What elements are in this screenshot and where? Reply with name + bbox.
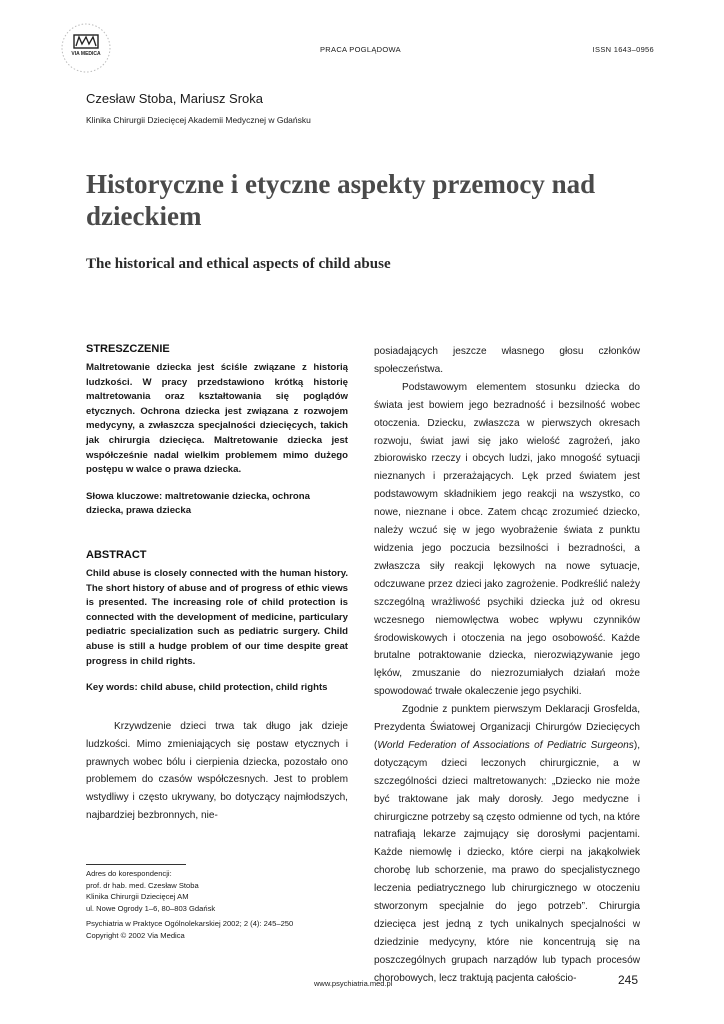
slowa-kluczowe: Słowa kluczowe: maltretowanie dziecka, ochrona dziecka, prawa dziecka: [86, 490, 310, 517]
via-medica-logo: [60, 22, 112, 74]
footnote-line: ul. Nowe Ogrody 1–6, 80–803 Gdańsk: [86, 903, 216, 913]
footnote-line: Klinika Chirurgii Dziecięcej AM: [86, 892, 189, 902]
footnote-line: prof. dr hab. med. Czesław Stoba: [86, 880, 199, 890]
body-paragraph-2: Podstawowym elementem stosunku dziecka do świata jest bowiem jego bezradność i bezsilność wobec otoczenia. Dziecku, zwłaszcza w pierwszych okresach rozwoju, świat jawi się jako wielość zagrożeń, jako zbiorowisko rzeczy i obcych ludzi, jako mnogość sytuacji nieznanych i przerażających. Lęk przed światem jest podstawowym składnikiem jego reakcji na wszystko, co nowe, nieznane i obce. Zatem chcąc zrozumieć dziecko, należy wczuć się w jego wyobrażenie świata z punktu widzenia jego poczucia bezsilności i bezradności, a zwłaszcza siły reakcji lękowych na nowe sytuacje, odczuwane przez dzieci jako zagrożenie. Podkreślić należy szczególną wrażliwość psychiki dziecka już od okresu wczesnego niemowlęctwa wobec wpływu czynników środowiskowych i otoczenia na jego osobowość. Każde brutalne potraktowanie dziecka, nierozwiązywanie jego lęków, zmuszanie do niezrozumiałych działań może spowodować trwałe okaleczenie jego psychiki.: [374, 381, 640, 698]
body-paragraph-continued: posiadających jeszcze własnego głosu członków społeczeństwa.: [374, 346, 640, 375]
right-column: [374, 343, 640, 988]
page-number: 245: [617, 973, 638, 987]
footnote-copyright: Copyright © 2002 Via Medica: [86, 930, 185, 940]
abstract-heading: ABSTRACT: [86, 548, 147, 561]
article-title: Historyczne i etyczne aspekty przemocy nad dzieckiem: [86, 169, 596, 231]
abstract-text: Child abuse is closely connected with the human history. The short history of abuse and of progress of ethic views is presented. The increasing role of child protection is connected with the development of medicine, particulary pediatric specialization such as pediatric surgery. Child abuse is still a hudge problem of our time despite great progress in child rights.: [86, 567, 348, 667]
footnote-line: Adres do korespondencji:: [86, 869, 172, 878]
footnotes: [86, 868, 348, 942]
footer-url[interactable]: www.psychiatria.med.pl: [314, 979, 393, 988]
affiliation: Klinika Chirurgii Dziecięcej Akademii Medycznej w Gdańsku: [86, 115, 311, 125]
body-paragraph-3-part-b: ), dotyczącym dzieci leczonych chirurgicznie, a w szczególności dzieci maltretowanych: „Dziecko nie może być traktowane jak mały dorosły. Jego medyczne i chirurgiczne potrzeby są często odmienne od tych, na które natrafiają lekarze zajmujący się dorosłymi pacjentami. Każde niemowlę i dziecko, które cierpi na jakąkolwiek chorobę lub schorzenie, ma prawo do specjalistycznego leczenia pediatrycznego lub chirurgicznego w otoczeniu stworzonym specjalnie do jego potrzeb”. Chirurgia dziecięca jest jedną z tych unikalnych specjalności w dziedzinie medycyny, które nie koncentrują się na poszczególnych grupach narządów lub typach procesów chorobowych, lecz traktują pacjenta całościo-: [374, 739, 640, 984]
footnote-citation: Psychiatria w Praktyce Ogólnolekarskiej 2002; 2 (4): 245–250: [86, 919, 294, 929]
key-words: Key words: child abuse, child protection, child rights: [86, 682, 328, 694]
body-paragraph-3-italic: World Federation of Associations of Pediatric Surgeons: [377, 739, 634, 751]
section-tag: PRACA POGLĄDOWA: [320, 45, 401, 54]
streszczenie-text: Maltretowanie dziecka jest ściśle związane z historią ludzkości. W pracy przedstawiono krótką historię maltretowania oraz kształtowania się poglądów etycznych. Ochrona dziecka jest związana z rozwojem medycyny, a zwłaszcza specjalności dziecięcych, takich jak chirurgia dziecięca. Maltretowanie dziecka jest współcześnie nadal wielkim problemem mimo dużego postępu w walce o prawa dziecka.: [86, 362, 348, 476]
authors: Czesław Stoba, Mariusz Sroka: [86, 91, 264, 106]
footnote-divider: [86, 864, 186, 865]
body-paragraph-1: Krzywdzenie dzieci trwa tak długo jak dzieje ludzkości. Mimo zmieniających się postaw etycznych i prawnych wobec bólu i cierpienia dziecka, pozostało ono problemem do czasów współczesnych. Jest to problem wstydliwy i często ukrywany, bo dotyczący najmłodszych, najbardziej bezbronnych, nie-: [86, 720, 348, 822]
body-paragraph-3: [374, 701, 640, 988]
left-column: [86, 343, 348, 825]
body-paragraph-3-part-a: Zgodnie z punktem pierwszym Deklaracji Grosfelda, Prezydenta Światowej Organizacji Chirurgów Dziecięcych (: [374, 704, 640, 751]
streszczenie-heading: STRESZCZENIE: [86, 343, 170, 355]
issn: ISSN 1643–0956: [592, 45, 654, 54]
logo-text: VIA MEDICA: [71, 51, 101, 57]
article-subtitle-en: The historical and ethical aspects of child abuse: [86, 256, 391, 272]
